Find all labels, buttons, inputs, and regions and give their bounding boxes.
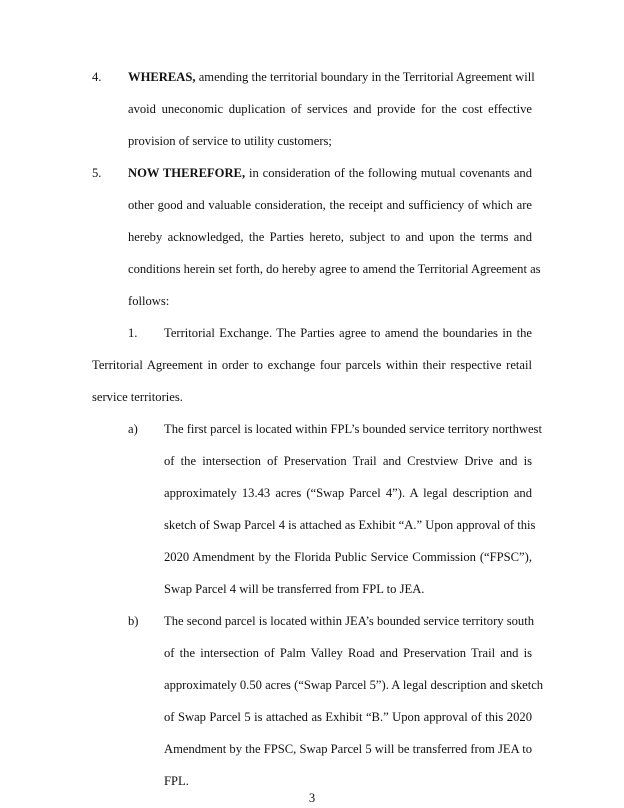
section-1-number: 1. <box>128 326 138 340</box>
item-b-line-1: The second parcel is located within JEA’s bounded service territory south <box>164 614 535 628</box>
paragraph-4-line-3: provision of service to utility customers; <box>128 134 332 148</box>
page-number: 3 <box>308 791 316 805</box>
item-b-line-2: of the intersection of Palm Valley Road and Preservation Trail and is <box>164 646 532 660</box>
paragraph-5-line-4: conditions herein set forth, do hereby agree to amend the Territorial Agreement as <box>128 262 541 276</box>
paragraph-5-line-5: follows: <box>128 294 170 308</box>
item-b-line-5: Amendment by the FPSC, Swap Parcel 5 will be transferred from JEA to <box>164 742 532 756</box>
item-a-line-2: of the intersection of Preservation Trail and Crestview Drive and is <box>164 454 532 468</box>
paragraph-4-number: 4. <box>92 70 102 84</box>
item-a-line-3: approximately 13.43 acres (“Swap Parcel 4”). A legal description and <box>164 486 532 500</box>
item-a-label: a) <box>128 422 138 436</box>
paragraph-4-line-1-text: amending the territorial boundary in the Territorial Agreement will <box>195 70 535 84</box>
paragraph-5-line-2: other good and valuable consideration, the receipt and sufficiency of which are <box>128 198 532 212</box>
section-1-line-3: service territories. <box>92 390 183 404</box>
item-a-line-5: 2020 Amendment by the Florida Public Service Commission (“FPSC”), <box>164 550 532 564</box>
item-b-label: b) <box>128 614 139 628</box>
paragraph-5-keyword: NOW THEREFORE, <box>128 166 246 180</box>
paragraph-5-line-1-text: in consideration of the following mutual covenants and <box>245 166 533 180</box>
paragraph-4-line-2: avoid uneconomic duplication of services and provide for the cost effective <box>128 102 532 116</box>
paragraph-5-line-1 <box>128 165 532 181</box>
item-b-line-6: FPL. <box>164 774 189 788</box>
paragraph-4-keyword: WHEREAS, <box>128 70 196 84</box>
item-b-line-3: approximately 0.50 acres (“Swap Parcel 5”). A legal description and sketch <box>164 678 544 692</box>
item-a-line-1: The first parcel is located within FPL’s bounded service territory northwest <box>164 422 542 436</box>
paragraph-5-line-3: hereby acknowledged, the Parties hereto, subject to and upon the terms and <box>128 230 532 244</box>
item-a-line-4: sketch of Swap Parcel 4 is attached as Exhibit “A.” Upon approval of this <box>164 518 536 532</box>
item-b-line-4: of Swap Parcel 5 is attached as Exhibit “B.” Upon approval of this 2020 <box>164 710 532 724</box>
paragraph-5-number: 5. <box>92 166 102 180</box>
section-1-line-2: Territorial Agreement in order to exchange four parcels within their respective retail <box>92 358 532 372</box>
item-a-line-6: Swap Parcel 4 will be transferred from FPL to JEA. <box>164 582 425 596</box>
section-1-line-1: Territorial Exchange. The Parties agree to amend the boundaries in the <box>164 326 532 340</box>
paragraph-4-line-1 <box>128 69 535 85</box>
